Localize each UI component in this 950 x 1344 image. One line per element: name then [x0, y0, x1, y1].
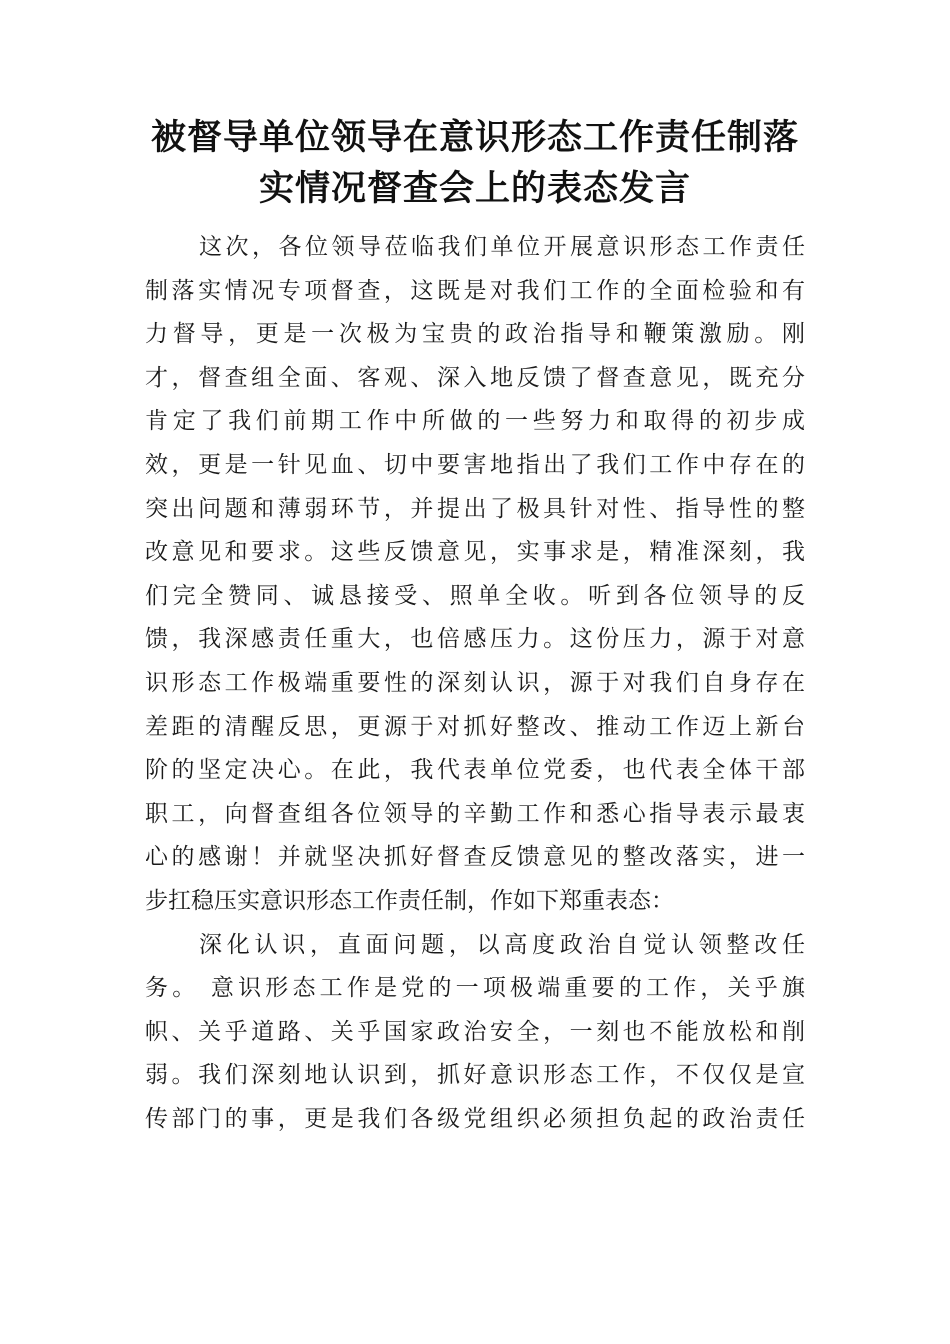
- document-body: [145, 226, 805, 1141]
- paragraph-line: 识形态工作极端重要性的深刻认识，源于对我们自身存在: [145, 669, 805, 696]
- paragraph-line: 帜、关乎道路、关乎国家政治安全，一刻也不能放松和削: [145, 1018, 805, 1045]
- document-title: [120, 112, 830, 214]
- title-line-1: 被督导单位领导在意识形态工作责任制落: [150, 117, 799, 158]
- paragraph-line: 力督导，更是一次极为宝贵的政治指导和鞭策激励。刚: [145, 321, 805, 348]
- paragraph-line: 们完全赞同、诚恳接受、照单全收。听到各位领导的反: [145, 582, 805, 609]
- paragraph-line: 这次，各位领导莅临我们单位开展意识形态工作责任: [199, 234, 805, 260]
- paragraph-line: 肯定了我们前期工作中所做的一些努力和取得的初步成: [145, 408, 805, 435]
- paragraph-line: 馈，我深感责任重大，也倍感压力。这份压力，源于对意: [145, 626, 805, 653]
- paragraph-line: 突出问题和薄弱环节，并提出了极具针对性、指导性的整: [145, 495, 805, 522]
- paragraph-line: 传部门的事，更是我们各级党组织必须担负起的政治责任: [145, 1105, 805, 1132]
- paragraph-line: 心的感谢！并就坚决抓好督查反馈意见的整改落实，进一: [145, 844, 805, 871]
- paragraph-line: 效，更是一针见血、切中要害地指出了我们工作中存在的: [145, 451, 805, 478]
- paragraph-line: 改意见和要求。这些反馈意见，实事求是，精准深刻，我: [145, 539, 805, 566]
- paragraph-line: 阶的坚定决心。在此，我代表单位党委，也代表全体干部: [145, 757, 805, 784]
- paragraph-line: 职工，向督查组各位领导的辛勤工作和悉心指导表示最衷: [145, 800, 805, 827]
- paragraph-line: 差距的清醒反思，更源于对抓好整改、推动工作迈上新台: [145, 713, 805, 740]
- paragraph-1: [145, 226, 805, 924]
- paragraph-line: 才，督查组全面、客观、深入地反馈了督查意见，既充分: [145, 364, 805, 391]
- paragraph-line: 步扛稳压实意识形态工作责任制，作如下郑重表态：: [145, 887, 674, 914]
- paragraph-line: 制落实情况专项督查，这既是对我们工作的全面检验和有: [145, 277, 805, 304]
- paragraph-line: 弱。我们深刻地认识到，抓好意识形态工作，不仅仅是宣: [145, 1062, 805, 1089]
- paragraph-2: [145, 924, 805, 1142]
- paragraph-line: 深化认识，直面问题，以高度政治自觉认领整改任: [199, 931, 805, 958]
- paragraph-line: 务。 意识形态工作是党的一项极端重要的工作，关乎旗: [145, 975, 805, 1002]
- title-line-2: 实情况督查会上的表态发言: [258, 168, 691, 209]
